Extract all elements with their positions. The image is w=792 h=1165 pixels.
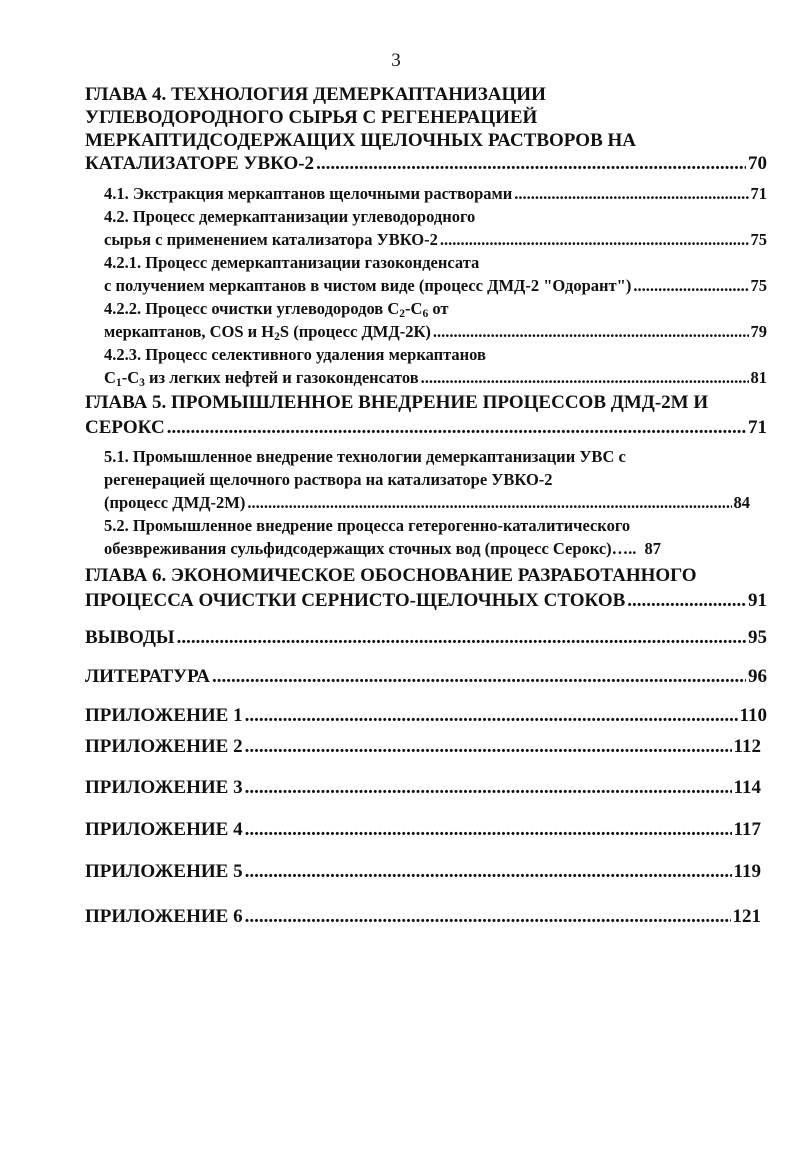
dot-leader bbox=[433, 322, 749, 342]
subscript: 1 bbox=[115, 376, 122, 389]
section-4-1-page: 71 bbox=[750, 184, 767, 203]
chapter-6-page: 91 bbox=[748, 590, 767, 611]
section-4-2-title-line-1: 4.2. Процесс демеркаптанизации углеводородного bbox=[104, 207, 476, 226]
section-4-2-3-title-line-2 bbox=[104, 368, 419, 388]
dot-leader bbox=[245, 777, 732, 799]
section-5-1-title-line-1: 5.1. Промышленное внедрение технологии демеркаптанизации УВС с bbox=[104, 447, 626, 466]
section-4-2-2-page: 79 bbox=[750, 322, 767, 341]
appendix-2-title: ПРИЛОЖЕНИЕ 2 bbox=[85, 736, 243, 757]
chapter-4-title-line-2: УГЛЕВОДОРОДНОГО СЫРЬЯ С РЕГЕНЕРАЦИЕЙ bbox=[85, 107, 538, 128]
chapter-4-page: 70 bbox=[748, 153, 767, 174]
section-4-2-3-page: 81 bbox=[750, 368, 767, 387]
dot-leader bbox=[245, 705, 738, 727]
page-number: 3 bbox=[391, 50, 401, 71]
appendix-6-page: 121 bbox=[732, 906, 761, 927]
appendix-2-page: 112 bbox=[733, 736, 761, 757]
appendix-5-page: 119 bbox=[733, 861, 761, 882]
section-4-2-1-title-line-1: 4.2.1. Процесс демеркаптанизации газоконденсата bbox=[104, 253, 480, 272]
subscript: 2 bbox=[399, 307, 406, 320]
appendix-3-title: ПРИЛОЖЕНИЕ 3 bbox=[85, 777, 243, 798]
text-fragment: С bbox=[104, 368, 116, 387]
appendix-4-title: ПРИЛОЖЕНИЕ 4 bbox=[85, 819, 243, 840]
dot-leader bbox=[245, 736, 732, 758]
dot-leader bbox=[316, 153, 746, 175]
dot-leader bbox=[440, 230, 749, 250]
appendix-3-page: 114 bbox=[733, 777, 761, 798]
chapter-5-title-line-2: СЕРОКС bbox=[85, 417, 165, 438]
appendix-1-title: ПРИЛОЖЕНИЕ 1 bbox=[85, 705, 243, 726]
subscript: 2 bbox=[274, 330, 280, 343]
text-fragment: S (процесс ДМД-2К) bbox=[279, 322, 431, 341]
section-5-1-title-line-2: регенерацией щелочного раствора на катализаторе УВКО-2 bbox=[104, 470, 553, 489]
dot-leader bbox=[167, 417, 746, 439]
dot-leader bbox=[247, 493, 731, 513]
section-4-2-2-title-line-2 bbox=[104, 322, 431, 342]
chapter-4-title-line-3: МЕРКАПТИДСОДЕРЖАЩИХ ЩЕЛОЧНЫХ РАСТВОРОВ НА bbox=[85, 130, 636, 151]
dot-leader bbox=[421, 368, 749, 388]
section-4-2-1-title-line-2: с получением меркаптанов в чистом виде (процесс ДМД-2 "Одорант") bbox=[104, 276, 632, 295]
text-fragment: меркаптанов, COS и H bbox=[104, 322, 275, 341]
chapter-4-title-line-4 bbox=[85, 153, 767, 175]
appendix-1-page: 110 bbox=[739, 705, 767, 726]
text-fragment: из легких нефтей и газоконденсатов bbox=[144, 368, 419, 387]
appendix-6-title: ПРИЛОЖЕНИЕ 6 bbox=[85, 906, 243, 927]
section-4-2-title-line-2: сырья с применением катализатора УВКО-2 bbox=[104, 230, 438, 249]
appendix-4-page: 117 bbox=[733, 819, 761, 840]
dot-leader bbox=[627, 590, 746, 612]
dot-leader bbox=[245, 906, 731, 928]
chapter-6-title-line-2: ПРОЦЕССА ОЧИСТКИ СЕРНИСТО-ЩЕЛОЧНЫХ СТОКОВ bbox=[85, 590, 626, 611]
literature-title: ЛИТЕРАТУРА bbox=[85, 666, 211, 687]
subscript: 3 bbox=[139, 376, 145, 389]
section-5-2-title-line-1: 5.2. Промышленное внедрение процесса гетерогенно-каталитического bbox=[104, 516, 631, 535]
literature-page: 96 bbox=[748, 666, 767, 687]
text-fragment: от bbox=[428, 299, 449, 318]
section-5-2-page: 87 bbox=[644, 539, 661, 558]
dot-leader bbox=[633, 276, 748, 296]
dot-leader bbox=[245, 861, 732, 883]
section-4-1-title: 4.1. Экстракция меркаптанов щелочными растворами bbox=[104, 184, 513, 203]
section-4-2-2-title-line-1 bbox=[104, 299, 449, 319]
section-4-2-page: 75 bbox=[750, 230, 767, 249]
appendix-5-title: ПРИЛОЖЕНИЕ 5 bbox=[85, 861, 243, 882]
dot-leader bbox=[212, 666, 746, 688]
section-5-1-page: 84 bbox=[733, 493, 750, 512]
section-5-2-title-line-2: обезвреживания сульфидсодержащих сточных вод (процесс Серокс)….. bbox=[104, 539, 637, 558]
dot-leader bbox=[514, 184, 748, 204]
conclusions-page: 95 bbox=[748, 627, 767, 648]
section-4-2-3-title-line-1: 4.2.3. Процесс селективного удаления меркаптанов bbox=[104, 345, 486, 364]
subscript: 6 bbox=[422, 307, 429, 320]
conclusions-title: ВЫВОДЫ bbox=[85, 627, 175, 648]
chapter-6-title-line-1: ГЛАВА 6. ЭКОНОМИЧЕСКОЕ ОБОСНОВАНИЕ РАЗРАБОТАННОГО bbox=[85, 565, 697, 586]
chapter-5-title-line-1: ГЛАВА 5. ПРОМЫШЛЕННОЕ ВНЕДРЕНИЕ ПРОЦЕССОВ ДМД-2М И bbox=[85, 392, 709, 413]
text-fragment: -С bbox=[405, 299, 423, 318]
chapter-4-title-end: КАТАЛИЗАТОРЕ УВКО-2 bbox=[85, 153, 315, 174]
chapter-5-page: 71 bbox=[748, 417, 767, 438]
dot-leader bbox=[245, 819, 732, 841]
chapter-4-title-line-1: ГЛАВА 4. ТЕХНОЛОГИЯ ДЕМЕРКАПТАНИЗАЦИИ bbox=[85, 84, 546, 105]
text-fragment: 4.2.2. Процесс очистки углеводородов С bbox=[104, 299, 400, 318]
text-fragment: -С bbox=[121, 368, 140, 387]
dot-leader bbox=[177, 627, 746, 649]
section-5-1-title-line-3: (процесс ДМД-2М) bbox=[104, 493, 246, 512]
section-4-2-1-page: 75 bbox=[750, 276, 767, 295]
